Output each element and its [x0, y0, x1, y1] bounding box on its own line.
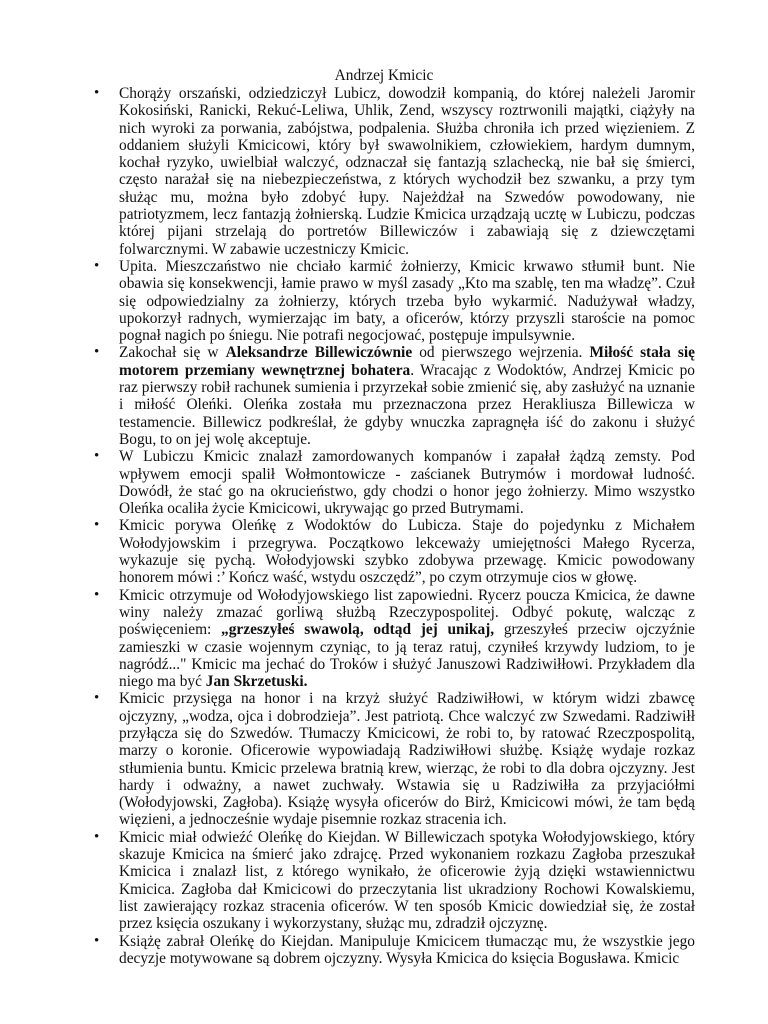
bold-phrase: Aleksandrze Billewiczównie — [225, 344, 413, 362]
bullet-icon: • — [94, 448, 100, 465]
list-item-text — [119, 829, 695, 932]
list-item-text — [119, 344, 695, 447]
text-segment: Chorąży orszański, odziedziczył Lubicz, dowodził kompanią, do której należeli Jaromir Kokosiński, Ranicki, Rekuć-Leliwa, Uhlik, Zend, wszyscy roztrwonili majątki, ciążyły na nich wyroki za porwania, zabójstwa, podpalenia. Służba chroniła ich przed więzieniem. Z oddaniem służyli Kmicicowi, który był swawolnikiem, człowiekiem, hardym dumnym, kochał ryzyko, uwielbiał walczyć, odznaczał się fantazją szlachecką, nie bał się śmierci, często narażał się na niebezpieczeństwa, z których wychodził bez szwanku, a przy tym służąc mu, można było zdobyć łupy. Najeżdżał na Szwedów powodowany, nie patriotyzmem, lecz fantazją żołnierską. Ludzie Kmicica urządzają ucztę w Lubiczu, podczas której pijani strzelają do portretów Billewiczów i zabawiają się z dziewczętami folwarcznymi. W zabawie uczestniczy Kmicic. — [119, 85, 695, 258]
text-segment: Książę zabrał Oleńkę do Kiejdan. Manipuluje Kmicicem tłumacząc mu, że wszystkie jego decyzje motywowane są dobrem ojczyzny. Wysyła Kmicica do księcia Bogusława. Kmicic — [119, 932, 695, 967]
bold-phrase: Miłość stała się motorem przemiany wewnętrznej bohatera — [119, 344, 695, 379]
bullet-icon: • — [94, 690, 100, 707]
bullet-icon: • — [94, 586, 100, 603]
text-segment: od pierwszego wejrzenia. — [412, 344, 590, 362]
text-segment: Kmicic otrzymuje od Wołodyjowskiego list zapowiedni. Rycerz poucza Kmicica, że dawne winy należy zmazać gorliwą służbą Rzeczypospolitej. Odbyć pokutę, walcząc z poświęceniem: — [119, 586, 695, 639]
list-item — [92, 344, 695, 448]
text-segment: W Lubiczu Kmicic znalazł zamordowanych kompanów i zapałał żądzą zemsty. Pod wpływem emocji spalił Wołmontowicze - zaścianek Butrymów i mordował ludność. Dowódł, że stać go na okrucieństwo, gdy chodzi o honor jego żołnierzy. Mimo wszystko Oleńka ocaliła życie Kmicicowi, ukrywając go przed Butrymami. — [119, 448, 695, 518]
list-item — [92, 448, 695, 517]
text-segment: Kmicic przysięga na honor i na krzyż służyć Radziwiłłowi, w którym widzi zbawcę ojczyzny, „wodza, ojca i dobrodzieja”. Jest patriotą. Chce walczyć zw Szwedami. Radziwiłł przyłącza się do Szwedów. Tłumaczy Kmicicowi, że robi to, by ratować Rzeczpospolitą, marzy o koronie. Oficerowie wypowiadają Radziwiłłowi służbę. Książę wydaje rozkaz stłumienia buntu. Kmicic przelewa bratnią krew, wierząc, że robi to dla dobra ojczyzny. Jest hardy i odważny, a nawet zuchwały. Wstawia się u Radziwiłła za przyjaciółmi (Wołodyjowski, Zagłoba). Książę wysyła oficerów do Birż, Kmicicowi mówi, że tam będą więzieni, a jednocześnie wydaje pisemnie rozkaz stracenia ich. — [119, 690, 695, 829]
list-item — [92, 85, 695, 258]
list-item — [92, 933, 695, 968]
list-item — [92, 258, 695, 344]
list-item-text — [119, 448, 695, 517]
list-item-text — [119, 258, 695, 344]
text-segment: grzeszyłeś przeciw ojczyźnie zamieszki w czasie wojennym czyniąc, to ją teraz ratuj, czyniłeś krzywdy ludziom, to je nagródź..." Kmicic ma jechać do Troków i służyć Januszowi Radziwiłłowi. Przykładem dla niego ma być — [119, 621, 696, 691]
list-item — [92, 587, 695, 691]
list-item-text — [119, 517, 695, 586]
list-item-text — [119, 933, 695, 967]
bullet-icon: • — [94, 828, 100, 845]
bullet-icon: • — [94, 344, 100, 361]
bold-phrase: Jan Skrzetuski. — [205, 673, 308, 691]
text-segment: . Wracając z Wodoktów, Andrzej Kmicic po raz pierwszy robił rachunek sumienia i przyrzekał sobie zmienić się, aby zasłużyć na uznanie i miłość Oleńki. Oleńka została mu przeznaczona przez Herakliusza Billewicza w testamencie. Billewicz podkreślał, że gdyby wnuczka zapragnęła iść do zakonu i służyć Bogu, to on jej wolę akceptuje. — [119, 361, 696, 448]
bullet-icon: • — [94, 85, 100, 101]
list-item — [92, 829, 695, 933]
list-item-text — [119, 690, 695, 828]
text-segment: Kmicic miał odwieźć Oleńkę do Kiejdan. W Billewiczach spotyka Wołodyjowskiego, który skazuje Kmicica na śmierć jako zdrajcę. Przed wykonaniem rozkazu Zagłoba przeszukał Kmicica i znalazł list, z którego wynikało, że oficerowie żyją dzięki wstawiennictwu Kmicica. Zagłoba dał Kmicicowi do przeczytania list ukradziony Rochowi Kowalskiemu, list zawierający rozkaz stracenia oficerów. W ten sposób Kmicic dowiedział się, że został przez księcia oszukany i wykorzystany, służąc mu, zdradził ojczyznę. — [119, 828, 695, 933]
list-item-text — [119, 85, 695, 258]
text-segment: Kmicic porywa Oleńkę z Wodoktów do Lubicza. Staje do pojedynku z Michałem Wołodyjowskim i przegrywa. Początkowo lekceważy umiejętności Małego Rycerza, wykazuje się pychą. Wołodyjowski szybko zdobywa przewagę. Kmicic powodowany honorem mówi :’ Kończ waść, wstydu oszczędź”, po czym otrzymuje cios w głowę. — [119, 517, 695, 587]
bold-phrase: „grzeszyłeś swawolą, odtąd jej unikaj, — [221, 621, 495, 639]
list-item-text — [119, 587, 695, 690]
bullet-list — [92, 85, 695, 967]
list-item — [92, 690, 695, 828]
text-segment: Upita. Mieszczaństwo nie chciało karmić żołnierzy, Kmicic krwawo stłumił bunt. Nie obawia się konsekwencji, łamie prawo w myśl zasady „Kto ma szablę, ten ma władzę”. Czuł się odpowiedzialny za żołnierzy, których trzeba było wykarmić. Nadużywał władzy, upokorzył radnych, wymierzając im baty, a oficerów, którzy przyszli staroście na pomoc pognał nagich po śniegu. Nie potrafi negocjować, postępuje impulsywnie. — [119, 257, 695, 345]
list-item — [92, 517, 695, 586]
document-title: Andrzej Kmicic — [334, 67, 434, 84]
bullet-icon: • — [94, 932, 100, 949]
bullet-icon: • — [94, 517, 100, 534]
text-segment: Zakochał się w — [119, 344, 226, 362]
bullet-icon: • — [94, 257, 100, 274]
